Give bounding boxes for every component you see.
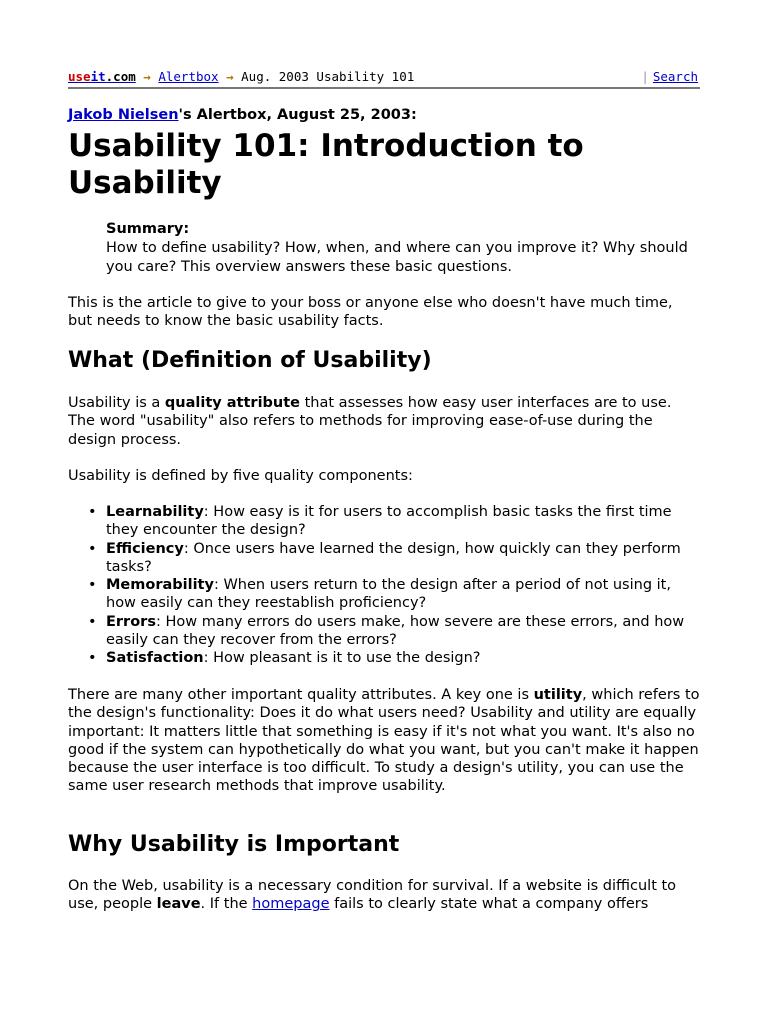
bullet-icon: • <box>88 613 97 630</box>
summary-label: Summary: <box>106 221 190 237</box>
page-title: Usability 101: Introduction to Usability <box>68 128 584 201</box>
search-link[interactable]: Search <box>652 69 698 84</box>
survival-paragraph: On the Web, usability is a necessary condition for survival. If a website is difficult to use, people leave. If the homepage fails to clearly state what a company offers <box>68 878 677 913</box>
quality-components-list <box>68 503 700 668</box>
intro-paragraph: This is the article to give to your boss or anyone else who doesn't have much time, but needs to know the basic usability facts. <box>68 295 673 330</box>
summary-block <box>106 220 700 277</box>
author-link[interactable]: Jakob Nielsen <box>68 107 179 123</box>
bullet-icon: • <box>88 504 97 520</box>
arrow-right-icon: → <box>226 69 234 84</box>
bold-term: quality attribute <box>164 395 301 411</box>
bold-term: leave <box>156 896 201 913</box>
utility-paragraph: There are many other important quality attributes. A key one is utility, which refers to the design's functionality: Does it do what users need? Usability and utility are equally important: It matters little that something is easy if it's not what you want. It's also no good if the system can hypothetically do what you want, but you can't make it happen because the user interface is too difficult. To study a design's utility, you can use the same user research methods that improve usability. <box>68 687 700 795</box>
byline-text: 's Alertbox, August 25, 2003: <box>178 107 417 123</box>
arrow-right-icon: → <box>143 69 151 84</box>
byline <box>68 107 417 123</box>
bold-term: utility <box>533 687 583 703</box>
list-item: • Satisfaction: How pleasant is it to use the design? <box>88 650 481 667</box>
bullet-icon: • <box>88 577 97 594</box>
list-item: • Memorability: When users return to the design after a period of not using it, how easily can they reestablish proficiency? <box>88 577 671 612</box>
bullet-icon: • <box>88 650 97 667</box>
breadcrumb <box>68 69 700 89</box>
list-item: • Learnability: How easy is it for users to accomplish basic tasks the first time they encounter the design? <box>88 504 672 539</box>
summary-text: How to define usability? How, when, and where can you improve it? Why should you care? This overview answers these basic questions. <box>106 240 688 275</box>
homepage-link[interactable]: homepage <box>252 896 330 913</box>
breadcrumb-search-area <box>641 69 698 84</box>
components-intro: Usability is defined by five quality components: <box>68 468 413 484</box>
breadcrumb-alertbox-link[interactable]: Alertbox <box>158 69 219 84</box>
site-logo-link[interactable]: useit.com <box>68 69 136 84</box>
separator: | <box>641 69 649 84</box>
list-item: • Efficiency: Once users have learned the design, how quickly can they perform tasks? <box>88 540 681 575</box>
bullet-icon: • <box>88 540 97 557</box>
section-heading-why: Why Usability is Important <box>68 832 400 857</box>
list-item: • Errors: How many errors do users make, how severe are these errors, and how easily can they recover from the errors? <box>88 613 685 649</box>
breadcrumb-trail <box>68 69 414 84</box>
definition-paragraph: Usability is a quality attribute that assesses how easy user interfaces are to use. The word "usability" also refers to methods for improving ease-of-use during the design process. <box>68 395 672 448</box>
section-heading-what: What (Definition of Usability) <box>68 348 432 373</box>
breadcrumb-current: Aug. 2003 Usability 101 <box>241 69 415 84</box>
